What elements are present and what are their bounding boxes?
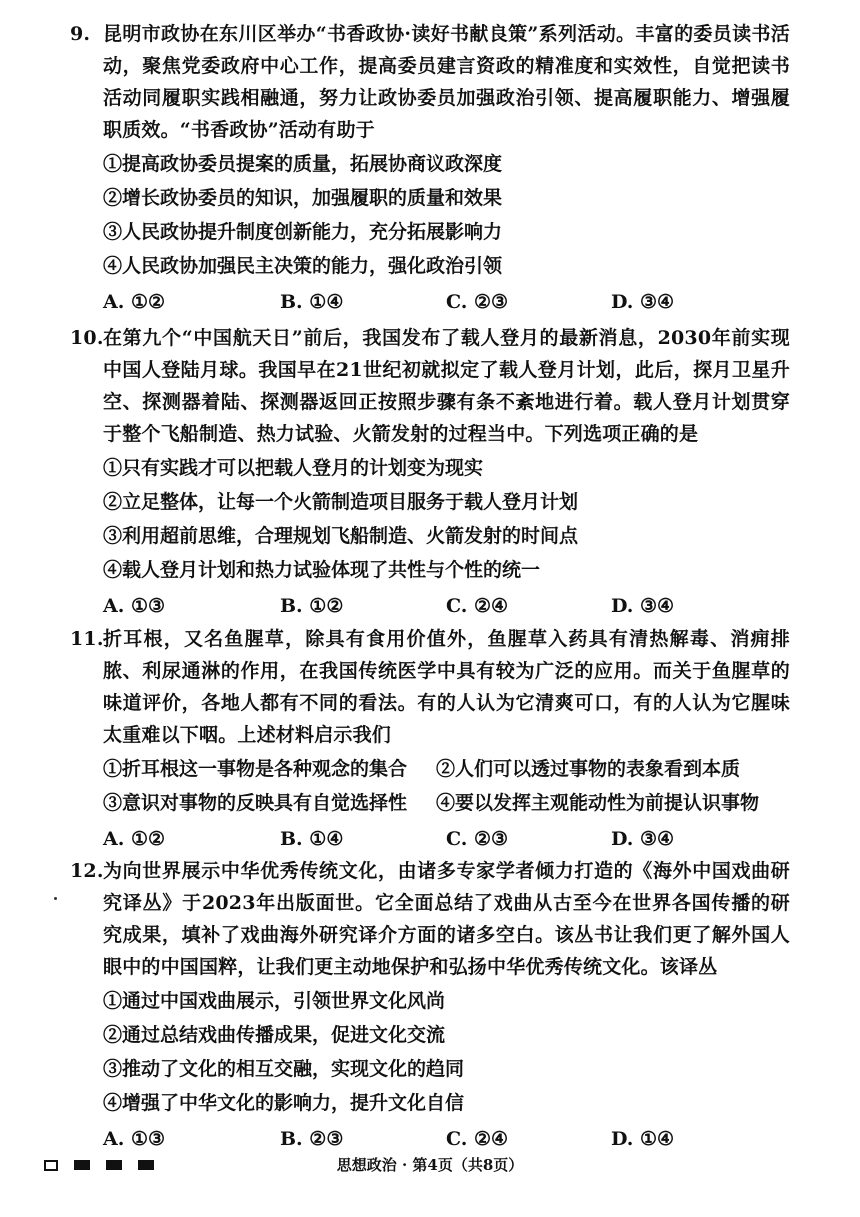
question-text: 折耳根，又名鱼腥草，除具有食用价值外，鱼腥草入药具有清热解毒、消痈排脓、利尿通淋的作用，在我国传统医学中具有较为广泛的应用。而关于鱼腥草的味道评价，各地人都有不同的看法。有的人认为它清爽可口，有的人认为它腥味太重难以下咽。上述材料启示我们 bbox=[103, 628, 790, 746]
answer-choices bbox=[0, 286, 860, 318]
question-stem bbox=[0, 855, 860, 983]
option-3: ③人民政协提升制度创新能力，充分拓展影响力 bbox=[103, 221, 503, 243]
choice-c: C. ②④ bbox=[446, 595, 509, 617]
choice-a: A. ①③ bbox=[103, 1128, 166, 1150]
choice-d: D. ③④ bbox=[611, 291, 675, 313]
option-3: ③意识对事物的反映具有自觉选择性 bbox=[103, 792, 408, 814]
option-4: ④增强了中华文化的影响力，提升文化自信 bbox=[103, 1092, 465, 1114]
option-1: ①提高政协委员提案的质量，拓展协商议政深度 bbox=[103, 153, 503, 175]
question-number: 10. bbox=[70, 327, 104, 349]
option-3: ③利用超前思维，合理规划飞船制造、火箭发射的时间点 bbox=[103, 525, 579, 547]
answer-choices bbox=[0, 1123, 860, 1155]
question-text: 在第九个“中国航天日”前后，我国发布了载人登月的最新消息，2030年前实现中国人登陆月球。我国早在21世纪初就拟定了载人登月计划，此后，探月卫星升空、探测器着陆、探测器返回正按照步骤有条不紊地进行着。载人登月计划贯穿于整个飞船制造、热力试验、火箭发射的过程当中。下列选项正确的是 bbox=[103, 327, 790, 445]
question-text: 昆明市政协在东川区举办“书香政协·读好书献良策”系列活动。丰富的委员读书活动，聚焦党委政府中心工作，提高委员建言资政的精准度和实效性，自觉把读书活动同履职实践相融通，努力让政协委员加强政治引领、提高履职能力、增强履职质效。“书香政协”活动有助于 bbox=[103, 23, 790, 141]
option-2: ②人们可以透过事物的表象看到本质 bbox=[436, 758, 741, 780]
choice-c: C. ②③ bbox=[446, 291, 509, 313]
question-11 bbox=[0, 623, 860, 855]
option-1: ①通过中国戏曲展示，引领世界文化风尚 bbox=[103, 990, 446, 1012]
choice-b: B. ①④ bbox=[280, 828, 344, 850]
choice-b: B. ①② bbox=[280, 595, 344, 617]
question-stem bbox=[0, 322, 860, 450]
option-4: ④要以发挥主观能动性为前提认识事物 bbox=[436, 792, 760, 814]
question-number: 12. bbox=[70, 860, 104, 882]
choice-b: B. ②③ bbox=[280, 1128, 344, 1150]
question-10 bbox=[0, 322, 860, 622]
choice-d: D. ①④ bbox=[611, 1128, 675, 1150]
option-row bbox=[0, 787, 860, 819]
question-text: 为向世界展示中华优秀传统文化，由诸多专家学者倾力打造的《海外中国戏曲研究译丛》于2023年出版面世。它全面总结了戏曲从古至今在世界各国传播的研究成果，填补了戏曲海外研究译介方面的诸多空白。该丛书让我们更了解外国人眼中的中国国粹，让我们更主动地保护和弘扬中华优秀传统文化。该译丛 bbox=[103, 860, 790, 978]
choice-d: D. ③④ bbox=[611, 595, 675, 617]
option-row bbox=[0, 753, 860, 785]
question-stem bbox=[0, 18, 860, 146]
question-12 bbox=[0, 855, 860, 1155]
answer-choices bbox=[0, 590, 860, 622]
answer-choices bbox=[0, 823, 860, 855]
option-1: ①折耳根这一事物是各种观念的集合 bbox=[103, 758, 408, 780]
choice-c: C. ②④ bbox=[446, 1128, 509, 1150]
scan-speck bbox=[54, 897, 57, 900]
question-number: 9. bbox=[70, 23, 91, 45]
question-number: 11. bbox=[70, 628, 104, 650]
option-4: ④载人登月计划和热力试验体现了共性与个性的统一 bbox=[103, 559, 541, 581]
choice-b: B. ①④ bbox=[280, 291, 344, 313]
choice-a: A. ①② bbox=[103, 828, 166, 850]
choice-c: C. ②③ bbox=[446, 828, 509, 850]
page-footer bbox=[0, 1152, 860, 1182]
option-4: ④人民政协加强民主决策的能力，强化政治引领 bbox=[103, 255, 503, 277]
option-2: ②立足整体，让每一个火箭制造项目服务于载人登月计划 bbox=[103, 491, 579, 513]
question-stem bbox=[0, 623, 860, 751]
choice-a: A. ①③ bbox=[103, 595, 166, 617]
option-2: ②增长政协委员的知识，加强履职的质量和效果 bbox=[103, 187, 503, 209]
page-number-label: 思想政治 · 第4页（共8页） bbox=[336, 1156, 524, 1174]
choice-a: A. ①② bbox=[103, 291, 166, 313]
option-3: ③推动了文化的相互交融，实现文化的趋同 bbox=[103, 1058, 465, 1080]
option-2: ②通过总结戏曲传播成果，促进文化交流 bbox=[103, 1024, 446, 1046]
choice-d: D. ③④ bbox=[611, 828, 675, 850]
question-9 bbox=[0, 18, 860, 318]
option-1: ①只有实践才可以把载人登月的计划变为现实 bbox=[103, 457, 484, 479]
